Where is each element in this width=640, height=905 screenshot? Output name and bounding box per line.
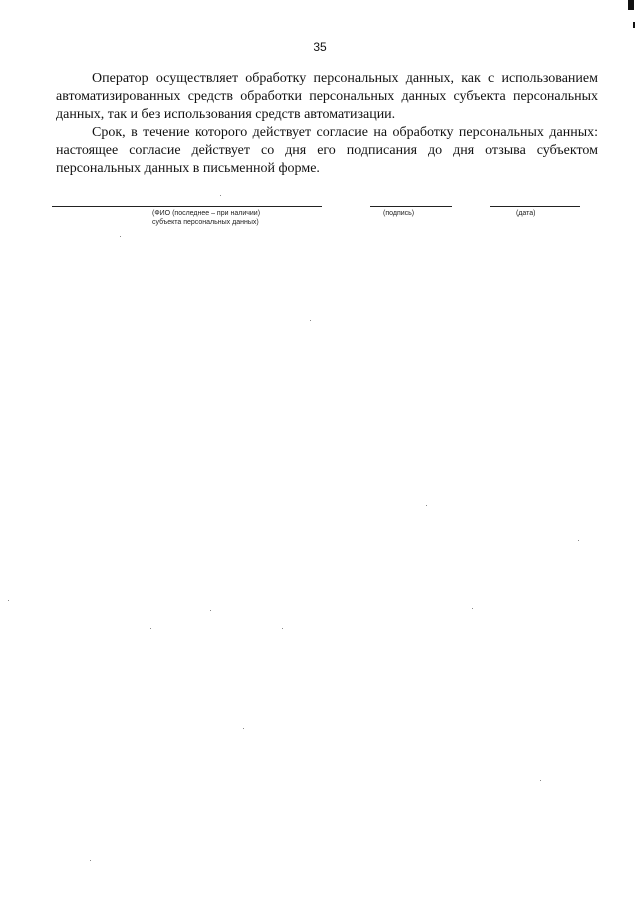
scan-speck: [90, 860, 91, 861]
scan-speck: [120, 236, 121, 237]
scan-speck: [243, 728, 244, 729]
paragraph-consent-term: Срок, в течение которого действует согласие на обработку персональных данных: настоящее согласие действует со дня его подписания до дня отзыва субъектом персональных данных в письменной форме.: [56, 125, 598, 176]
scan-speck: [426, 505, 427, 506]
scan-speck: [8, 600, 9, 601]
scan-speck: [472, 608, 473, 609]
scan-speck: [540, 780, 541, 781]
fio-caption-line2: субъекта персональных данных): [152, 219, 259, 226]
scan-speck: [578, 540, 579, 541]
date-caption: (дата): [516, 210, 536, 217]
scan-edge-mark-small: [633, 22, 635, 28]
scan-speck: [220, 195, 221, 196]
scan-speck: [210, 610, 211, 611]
signature-caption: (подпись): [383, 210, 415, 217]
page-number: 35: [313, 40, 327, 54]
signature-line: [370, 206, 452, 207]
body-text: [56, 70, 598, 178]
scan-speck: [150, 628, 151, 629]
date-line: [490, 206, 580, 207]
scan-edge-mark: [628, 0, 634, 10]
fio-caption: [152, 209, 260, 227]
fio-caption-line1: (ФИО (последнее – при наличии): [152, 210, 261, 217]
fio-signature-line: [52, 206, 322, 207]
scan-speck: [282, 628, 283, 629]
scan-speck: [310, 320, 311, 321]
paragraph-operator-processing: Оператор осуществляет обработку персональных данных, как с использованием автоматизированных средств обработки персональных данных субъекта персональных данных, так и без использования средств автоматизации.: [56, 71, 598, 122]
